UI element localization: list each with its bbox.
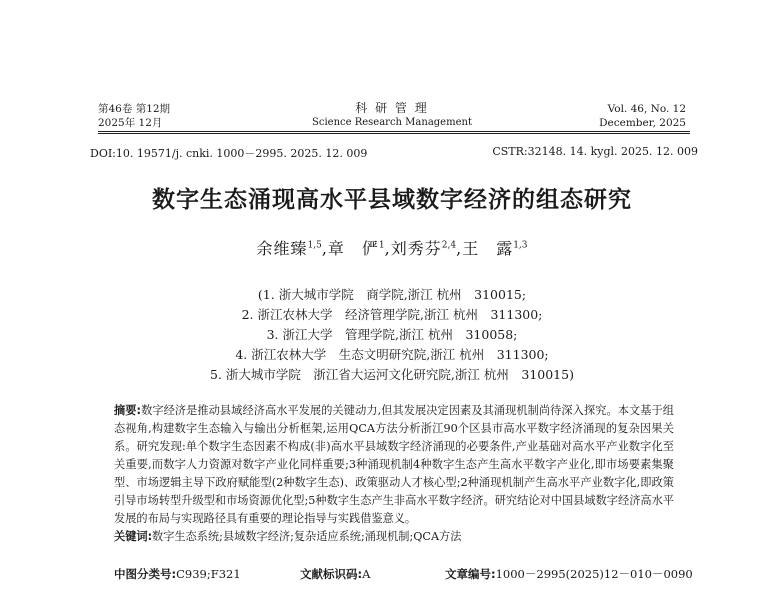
affiliation-5: 5. 浙大城市学院 浙江省大运河文化研究院,浙江 杭州 310015) bbox=[210, 367, 574, 382]
author-affil-mark: 1,5 bbox=[307, 240, 322, 251]
article-number-label: 文章编号: bbox=[445, 567, 496, 581]
date-en: December, 2025 bbox=[599, 117, 686, 129]
author-name: 王 露 bbox=[462, 239, 514, 258]
journal-name-en: Science Research Management bbox=[312, 117, 472, 128]
author-affil-mark: 1 bbox=[378, 240, 385, 251]
clc-label: 中图分类号: bbox=[114, 567, 177, 581]
author-affil-mark: 2,4 bbox=[441, 240, 457, 251]
author-name: 章 俨 bbox=[327, 239, 379, 258]
affiliation-1: (1. 浙大城市学院 商学院,浙江 杭州 310015; bbox=[257, 287, 527, 302]
cstr: CSTR:32148. 14. kygl. 2025. 12. 009 bbox=[492, 145, 698, 158]
author-affil-mark: 1,3 bbox=[513, 240, 528, 251]
author-list: 余维臻$^{1,5}$,章 俨$^1$,刘秀芬$^{2,4}$,王 露$^{1,3}$ bbox=[256, 239, 528, 258]
doi: DOI:10. 19571/j. cnki. 1000－2995. 2025. 12. 009 bbox=[90, 147, 368, 160]
abstract bbox=[114, 402, 674, 528]
abstract-label: 摘要: bbox=[114, 404, 141, 417]
doc-code-value: A bbox=[362, 567, 371, 581]
clc-number bbox=[114, 566, 241, 582]
keywords-label: 关键词: bbox=[114, 530, 153, 543]
keywords bbox=[114, 528, 674, 546]
affiliation-4: 4. 浙江农林大学 生态文明研究院,浙江 杭州 311300; bbox=[235, 347, 549, 362]
article-number bbox=[445, 566, 693, 582]
year-month: 2025年 12月 bbox=[98, 117, 163, 129]
affiliation-3: 3. 浙江大学 管理学院,浙江 杭州 310058; bbox=[266, 327, 518, 342]
affiliation-2: 2. 浙江农林大学 经济管理学院,浙江 杭州 311300; bbox=[241, 307, 543, 322]
author-name: 余维臻 bbox=[256, 239, 308, 258]
doc-code-label: 文献标识码: bbox=[300, 567, 363, 581]
journal-name-cn: 科 研 管 理 bbox=[355, 101, 429, 115]
header-rule-thin bbox=[98, 133, 690, 134]
abstract-text: 数字经济是推动县域经济高水平发展的关键动力,但其发展决定因素及其涌现机制尚待深入探究。本文基于组态视角,构建数字生态输入与输出分析框架,运用QCA方法分析浙江90个区县市高水平数字经济涌现的复杂因果关系。研究发现:单个数字生态因素不构成(非)高水平县域数字经济涌现的必要条件,产业基础对高水平产业数字化至关重要,而数字人力资源对数字产业化同样重要;3种涌现机制4种数字生态产生高水平数字产业化,即市场要素集聚型、市场逻辑主导下政府赋能型(2种数字生态)、政策驱动人才核心型;2种涌现机制产生高水平产业数字化,即政策引导市场转型升级型和市场资源优化型;5种数字生态产生非高水平数字经济。研究结论对中国县域数字经济高水平发展的布局与实现路径具有重要的理论指导与实践借鉴意义。 bbox=[114, 404, 674, 525]
author-name: 刘秀芬 bbox=[390, 239, 442, 258]
header-rule-thick bbox=[98, 131, 690, 132]
clc-value: C939;F321 bbox=[176, 567, 241, 581]
volume-en: Vol. 46, No. 12 bbox=[607, 103, 686, 115]
volume-issue: 第46卷 第12期 bbox=[98, 103, 171, 115]
keywords-text: 数字生态系统;县域数字经济;复杂适应系统;涌现机制;QCA方法 bbox=[152, 530, 462, 543]
document-code bbox=[300, 566, 370, 582]
article-title: 数字生态涌现高水平县域数字经济的组态研究 bbox=[152, 187, 632, 213]
article-number-value: 1000－2995(2025)12－010－0090 bbox=[495, 567, 693, 581]
